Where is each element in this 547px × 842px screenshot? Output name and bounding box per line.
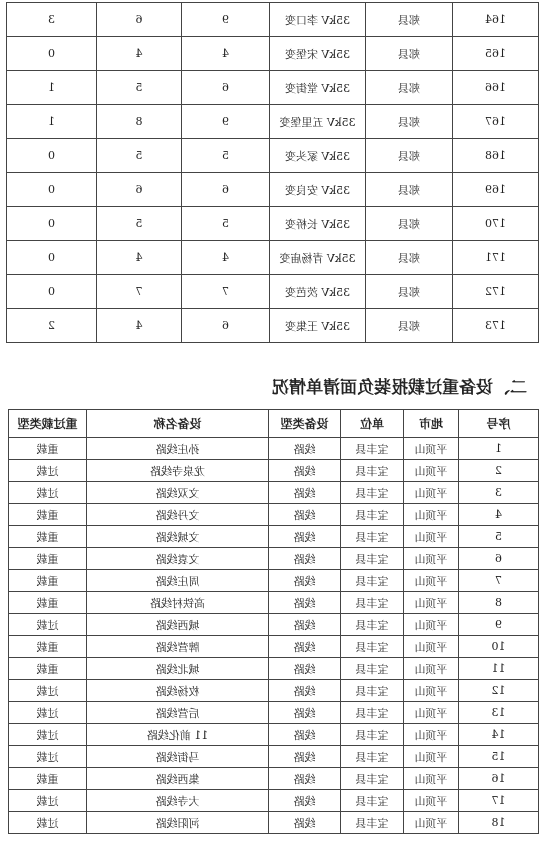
table-cell: 宝丰县 xyxy=(341,504,404,526)
table-cell: 线路 xyxy=(269,482,341,504)
table-cell: 172 xyxy=(453,275,539,309)
table-cell: 0 xyxy=(7,139,97,173)
table-cell: 孙庄线路 xyxy=(87,438,269,460)
table-row xyxy=(9,570,539,592)
header-cell-unit: 单位 xyxy=(341,410,404,438)
table-cell: 5 xyxy=(97,139,182,173)
table-cell: 宝丰县 xyxy=(341,636,404,658)
table-cell: 平顶山 xyxy=(404,636,459,658)
table-cell: 郏县 xyxy=(366,241,453,275)
substation-table-body xyxy=(7,3,539,343)
table-cell: 郏县 xyxy=(366,37,453,71)
table-cell: 6 xyxy=(459,548,539,570)
table-row xyxy=(9,438,539,460)
section-heading: 二、设备重过载报装负面清单情况 xyxy=(272,378,527,398)
table-cell: 13 xyxy=(459,702,539,724)
table-row xyxy=(7,3,539,37)
table-row xyxy=(9,702,539,724)
table-row xyxy=(9,614,539,636)
table-cell: 枚扬线路 xyxy=(87,680,269,702)
table-cell: 重载 xyxy=(9,636,87,658)
table-cell: 171 xyxy=(453,241,539,275)
table-cell: 4 xyxy=(97,309,182,343)
table-cell: 平顶山 xyxy=(404,812,459,834)
table-cell: 河阳线路 xyxy=(87,812,269,834)
table-cell: 郏县 xyxy=(366,71,453,105)
table-row xyxy=(9,680,539,702)
table-cell: 文双线路 xyxy=(87,482,269,504)
table-cell: 18 xyxy=(459,812,539,834)
table-cell: 16 xyxy=(459,768,539,790)
table-cell: 重载 xyxy=(9,548,87,570)
overload-table-body xyxy=(9,438,539,834)
table-cell: 过载 xyxy=(9,812,87,834)
table-cell: 164 xyxy=(453,3,539,37)
table-cell: 文城线路 xyxy=(87,526,269,548)
table-cell: 郏县 xyxy=(366,309,453,343)
header-cell-overload-type: 重过载类型 xyxy=(9,410,87,438)
table-cell: 35kV 宋堡变 xyxy=(270,37,366,71)
table-cell: 17 xyxy=(459,790,539,812)
table-cell: 0 xyxy=(7,207,97,241)
table-cell: 郏县 xyxy=(366,139,453,173)
table-cell: 11 xyxy=(459,658,539,680)
table-cell: 6 xyxy=(182,173,270,207)
table-row xyxy=(9,746,539,768)
header-cell-index: 序号 xyxy=(459,410,539,438)
table-cell: 宝丰县 xyxy=(341,482,404,504)
table-cell: 平顶山 xyxy=(404,592,459,614)
table-cell: 重载 xyxy=(9,570,87,592)
table-cell: 线路 xyxy=(269,812,341,834)
table-cell: 线路 xyxy=(269,680,341,702)
table-row xyxy=(7,105,539,139)
table-cell: 线路 xyxy=(269,614,341,636)
table-cell: 3 xyxy=(7,3,97,37)
header-row xyxy=(9,410,539,438)
table-cell: 线路 xyxy=(269,592,341,614)
header-cell-device-name: 设备名称 xyxy=(87,410,269,438)
table-cell: 线路 xyxy=(269,702,341,724)
table-cell: 9 xyxy=(182,3,270,37)
table-cell: 3 xyxy=(459,482,539,504)
table-row xyxy=(7,139,539,173)
table-cell: 大寺线路 xyxy=(87,790,269,812)
table-cell: 6 xyxy=(182,71,270,105)
table-cell: 宝丰县 xyxy=(341,680,404,702)
table-cell: 过载 xyxy=(9,680,87,702)
table-cell: 文袁线路 xyxy=(87,548,269,570)
table-cell: 平顶山 xyxy=(404,768,459,790)
table-cell: 平顶山 xyxy=(404,460,459,482)
table-cell: 宝丰县 xyxy=(341,790,404,812)
table-cell: 宝丰县 xyxy=(341,746,404,768)
table-cell: 35kV 茨芭变 xyxy=(270,275,366,309)
table-cell: 6 xyxy=(97,173,182,207)
table-cell: 7 xyxy=(459,570,539,592)
table-cell: 0 xyxy=(7,275,97,309)
table-cell: 宝丰县 xyxy=(341,768,404,790)
table-row xyxy=(9,724,539,746)
table-cell: 平顶山 xyxy=(404,504,459,526)
table-cell: 1 xyxy=(7,71,97,105)
table-cell: 173 xyxy=(453,309,539,343)
table-cell: 宝丰县 xyxy=(341,570,404,592)
table-cell: 重载 xyxy=(9,592,87,614)
table-row xyxy=(9,658,539,680)
table-cell: 168 xyxy=(453,139,539,173)
table-cell: 牌营线路 xyxy=(87,636,269,658)
table-cell: 35kV 冢头变 xyxy=(270,139,366,173)
table-cell: 线路 xyxy=(269,504,341,526)
table-cell: 0 xyxy=(7,241,97,275)
table-cell: 6 xyxy=(97,3,182,37)
table-cell: 5 xyxy=(97,71,182,105)
table-cell: 7 xyxy=(182,275,270,309)
table-cell: 重载 xyxy=(9,438,87,460)
table-cell: 线路 xyxy=(269,658,341,680)
table-row xyxy=(7,173,539,207)
table-cell: 过载 xyxy=(9,724,87,746)
table-cell: 线路 xyxy=(269,438,341,460)
table-cell: 宝丰县 xyxy=(341,658,404,680)
table-cell: 周庄线路 xyxy=(87,570,269,592)
table-row xyxy=(7,71,539,105)
table-cell: 宝丰县 xyxy=(341,812,404,834)
table-cell: 10 xyxy=(459,636,539,658)
table-cell: 7 xyxy=(97,275,182,309)
table-cell: 35kV 五里堡变 xyxy=(270,105,366,139)
table-cell: 郏县 xyxy=(366,207,453,241)
table-cell: 线路 xyxy=(269,746,341,768)
table-cell: 过载 xyxy=(9,614,87,636)
table-cell: 平顶山 xyxy=(404,570,459,592)
table-cell: 过载 xyxy=(9,482,87,504)
table-cell: 14 xyxy=(459,724,539,746)
table-cell: 35kV 王集变 xyxy=(270,309,366,343)
table-cell: 宝丰县 xyxy=(341,438,404,460)
table-row xyxy=(9,812,539,834)
table-cell: 城北线路 xyxy=(87,658,269,680)
table-cell: 高铁村线路 xyxy=(87,592,269,614)
table-cell: 龙泉寺线路 xyxy=(87,460,269,482)
table-cell: 马街线路 xyxy=(87,746,269,768)
table-cell: 线路 xyxy=(269,460,341,482)
table-cell: 宝丰县 xyxy=(341,614,404,636)
table-cell: 平顶山 xyxy=(404,526,459,548)
table-cell: 平顶山 xyxy=(404,746,459,768)
table-cell: 宝丰县 xyxy=(341,548,404,570)
overload-negative-list-table xyxy=(8,409,539,834)
table-cell: 11 前化线路 xyxy=(87,724,269,746)
table-cell: 166 xyxy=(453,71,539,105)
table-cell: 2 xyxy=(7,309,97,343)
table-row xyxy=(7,207,539,241)
table-cell: 集西线路 xyxy=(87,768,269,790)
table-cell: 4 xyxy=(182,241,270,275)
table-cell: 平顶山 xyxy=(404,790,459,812)
table-cell: 线路 xyxy=(269,790,341,812)
table-cell: 后营线路 xyxy=(87,702,269,724)
table-cell: 郏县 xyxy=(366,275,453,309)
table-cell: 过载 xyxy=(9,702,87,724)
table-cell: 郏县 xyxy=(366,105,453,139)
table-cell: 过载 xyxy=(9,460,87,482)
table-cell: 重载 xyxy=(9,504,87,526)
table-cell: 9 xyxy=(459,614,539,636)
table-cell: 9 xyxy=(182,105,270,139)
table-cell: 2 xyxy=(459,460,539,482)
table-cell: 线路 xyxy=(269,768,341,790)
table-cell: 1 xyxy=(7,105,97,139)
table-cell: 4 xyxy=(97,241,182,275)
table-cell: 重载 xyxy=(9,658,87,680)
table-cell: 平顶山 xyxy=(404,438,459,460)
table-row xyxy=(7,37,539,71)
table-cell: 12 xyxy=(459,680,539,702)
table-cell: 4 xyxy=(97,37,182,71)
table-cell: 5 xyxy=(459,526,539,548)
table-cell: 线路 xyxy=(269,570,341,592)
table-cell: 线路 xyxy=(269,724,341,746)
table-row xyxy=(9,548,539,570)
table-cell: 8 xyxy=(459,592,539,614)
table-cell: 宝丰县 xyxy=(341,592,404,614)
table-row xyxy=(7,241,539,275)
table-cell: 167 xyxy=(453,105,539,139)
table-cell: 0 xyxy=(7,37,97,71)
table-cell: 1 xyxy=(459,438,539,460)
table-cell: 宝丰县 xyxy=(341,724,404,746)
table-cell: 平顶山 xyxy=(404,548,459,570)
table-cell: 过载 xyxy=(9,746,87,768)
table-cell: 郏县 xyxy=(366,173,453,207)
table-row xyxy=(7,275,539,309)
table-cell: 170 xyxy=(453,207,539,241)
table-cell: 8 xyxy=(97,105,182,139)
substation-load-table xyxy=(6,2,539,343)
table-cell: 0 xyxy=(7,173,97,207)
table-cell: 6 xyxy=(182,309,270,343)
table-cell: 文丹线路 xyxy=(87,504,269,526)
table-cell: 宝丰县 xyxy=(341,702,404,724)
table-row xyxy=(9,526,539,548)
table-cell: 165 xyxy=(453,37,539,71)
table-cell: 线路 xyxy=(269,636,341,658)
table-row xyxy=(9,636,539,658)
table-cell: 15 xyxy=(459,746,539,768)
table-cell: 35kV 堂街变 xyxy=(270,71,366,105)
table-cell: 4 xyxy=(182,37,270,71)
table-cell: 宝丰县 xyxy=(341,526,404,548)
header-cell-device-type: 设备类型 xyxy=(269,410,341,438)
table-cell: 宝丰县 xyxy=(341,460,404,482)
table-cell: 5 xyxy=(97,207,182,241)
table-cell: 35kV 长桥变 xyxy=(270,207,366,241)
header-cell-city: 地市 xyxy=(404,410,459,438)
table-row xyxy=(7,309,539,343)
table-cell: 5 xyxy=(182,207,270,241)
table-row xyxy=(9,460,539,482)
table-cell: 平顶山 xyxy=(404,724,459,746)
table-cell: 平顶山 xyxy=(404,702,459,724)
table-cell: 平顶山 xyxy=(404,680,459,702)
table-cell: 线路 xyxy=(269,526,341,548)
table-cell: 过载 xyxy=(9,790,87,812)
table-row xyxy=(9,504,539,526)
table-cell: 35kV 李口变 xyxy=(270,3,366,37)
table-cell: 35kV 青杨庙变 xyxy=(270,241,366,275)
table-cell: 线路 xyxy=(269,548,341,570)
table-cell: 重载 xyxy=(9,526,87,548)
table-row xyxy=(9,790,539,812)
table-row xyxy=(9,482,539,504)
table-cell: 35kV 安良变 xyxy=(270,173,366,207)
table-cell: 重载 xyxy=(9,768,87,790)
table-cell: 5 xyxy=(182,139,270,173)
table-cell: 郏县 xyxy=(366,3,453,37)
table-cell: 平顶山 xyxy=(404,614,459,636)
table-cell: 城西线路 xyxy=(87,614,269,636)
table-cell: 平顶山 xyxy=(404,658,459,680)
table-row xyxy=(9,768,539,790)
table-cell: 平顶山 xyxy=(404,482,459,504)
table-cell: 4 xyxy=(459,504,539,526)
table-cell: 169 xyxy=(453,173,539,207)
table-row xyxy=(9,592,539,614)
